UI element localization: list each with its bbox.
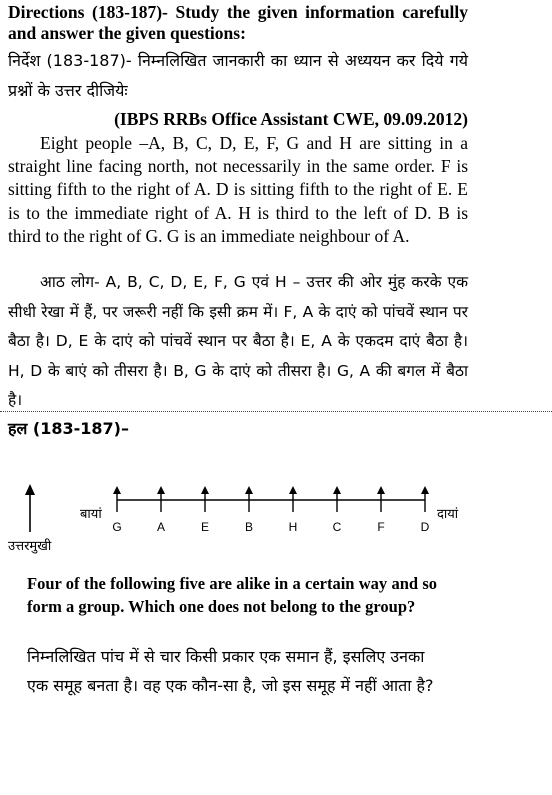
seat-label: E (200, 520, 210, 534)
up-arrow-icon (333, 486, 341, 494)
seat-label: G (112, 520, 122, 534)
north-arrow-icon (25, 484, 35, 532)
exam-source: (IBPS RRBs Office Assistant CWE, 09.09.2012) (114, 109, 468, 129)
seat-label: A (156, 520, 166, 534)
question-hindi: निम्नलिखित पांच में से चार किसी प्रकार एक समान हैं, इसलिए उनका एक समूह बनता है। वह एक कौन-सा है, जो इस समूह में नहीं आता है? (27, 647, 434, 695)
question-english: Four of the following five are alike in a certain way and so form a group. Which one does not belong to the group? (27, 574, 437, 616)
up-arrow-icon (157, 486, 165, 494)
seat-label: C (332, 520, 342, 534)
seat-label: H (288, 520, 298, 534)
up-arrow-icon (289, 486, 297, 494)
directions-english: Directions (183-187)- Study the given information carefully and answer the given questions: (8, 2, 468, 43)
north-facing-label: उत्तरमुखी (8, 539, 52, 554)
seating-diagram (0, 470, 552, 570)
seat-label: F (377, 520, 385, 534)
directions-hindi: निर्देश (183-187)- निम्नलिखित जानकारी का ध्यान से अध्ययन कर दिये गये प्रश्नों के उत्तर दीजियेः (8, 51, 468, 100)
puzzle-english: Eight people –A, B, C, D, E, F, G and H are sitting in a straight line facing north, not necessarily in the same order. F is sitting fifth to the right of A. D is sitting fifth to the right of E. E is to the immediate right of A. H is third to the left of D. B is third to the right of G. G is an immediate neighbour of A. (8, 133, 468, 246)
solution-heading: हल (183-187)– (8, 419, 129, 438)
right-side-label: दायां (437, 507, 459, 522)
section-divider (0, 411, 552, 412)
left-side-label: बायां (80, 507, 102, 522)
seat-label: D (420, 520, 430, 534)
puzzle-hindi: आठ लोग- A, B, C, D, E, F, G एवं H – उत्तर की ओर मुंह करके एक सीधी रेखा में हैं, पर जरूरी नहीं कि इसी क्रम में। F, A के दाएं को पांचवें स्थान पर बैठा है। D, E के दाएं को पांचवें स्थान पर बैठा है। E, A के एकदम दाएं बैठा है। H, D के बाएं को तीसरा है। B, G के दाएं को तीसरा है। G, A की बगल में बैठा है। (8, 273, 468, 409)
seat-markers (112, 486, 429, 534)
seat-label: B (244, 520, 254, 534)
up-arrow-icon (421, 486, 429, 494)
up-arrow-icon (113, 486, 121, 494)
up-arrow-icon (201, 486, 209, 494)
up-arrow-icon (245, 486, 253, 494)
up-arrow-icon (377, 486, 385, 494)
